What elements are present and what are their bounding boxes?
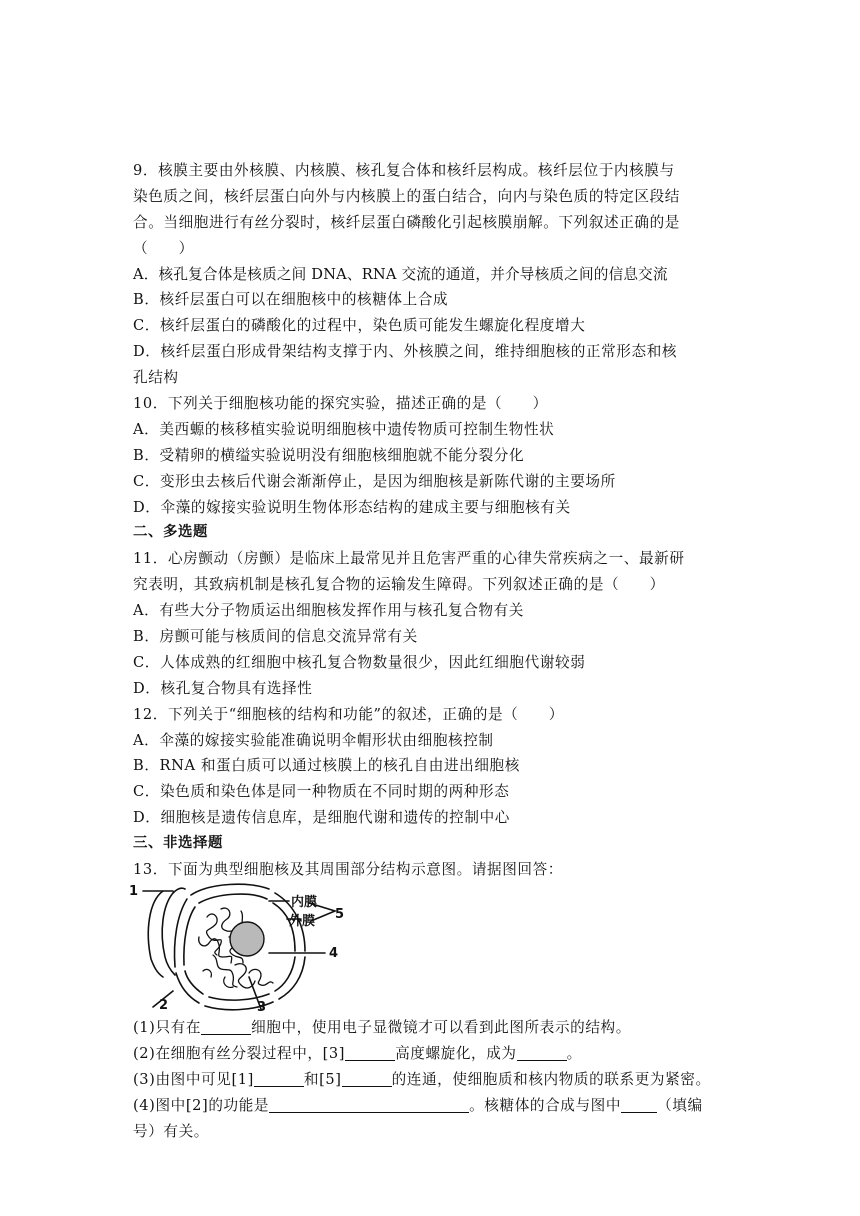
answer-blank-2b[interactable] [517,1044,567,1061]
q13-p4-text-a: (4)图中[2]的功能是 [133,1096,270,1114]
q12-stem: 12．下列关于“细胞核的结构和功能”的叙述，正确的是（ ） [133,705,564,723]
q13-stem: 13．下面为典型细胞核及其周围部分结构示意图。请据图回答： [133,861,564,879]
q12-option-b: B．RNA 和蛋白质可以通过核膜上的核孔自由进出细胞核 [133,757,520,775]
q10-option-c: C．变形虫去核后代谢会渐渐停止，是因为细胞核是新陈代谢的主要场所 [133,472,616,490]
inner-membrane-left [184,907,195,965]
label-3: 3 [257,999,267,1015]
section-heading-non-choice: 三、非选择题 [133,835,223,852]
q12-option-a: A．伞藻的嫁接实验能准确说明伞帽形状由细胞核控制 [133,731,494,749]
label-1: 1 [129,883,139,899]
q11-stem-line-1: 11．心房颤动（房颤）是临床上最常见并且危害严重的心律失常疾病之一、最新研 [133,550,685,568]
outer-membrane-top [191,884,269,895]
q9-stem-line-2: 染色质之间，核纤层蛋白向外与内核膜上的蛋白结合，向内与染色质的特定区段结 [133,187,680,205]
q13-part-2 [133,1041,733,1067]
endoplasmic-reticulum-top [173,888,185,893]
q13-p2-text-a: (2)在细胞有丝分裂过程中，[3] [133,1044,346,1062]
outer-membrane-right-low [279,957,305,999]
label-2: 2 [159,997,169,1013]
q11-option-a: A．有些大分子物质运出细胞核发挥作用与核孔复合物有关 [133,602,524,620]
q11-option-b: B．房颤可能与核质间的信息交流异常有关 [133,628,418,646]
label-4: 4 [329,945,339,961]
q13-p4-text-c: （填编 [657,1096,703,1114]
answer-blank-2a[interactable] [345,1044,395,1061]
q10-stem: 10．下列关于细胞核功能的探究实验，描述正确的是（ ） [133,395,548,413]
q11-option-c: C．人体成熟的红细胞中核孔复合物数量很少，因此红细胞代谢较弱 [133,653,586,671]
q12-option-d: D．细胞核是遗传信息库，是细胞代谢和遗传的控制中心 [133,809,510,827]
inner-membrane-top [199,894,267,903]
q12-option-c: C．染色质和染色体是同一种物质在不同时期的两种形态 [133,783,510,801]
q10-option-d: D．伞藻的嫁接实验说明生物体形态结构的建成主要与细胞核有关 [133,498,571,516]
q13-p3-text-c: 的连通，使细胞质和核内物质的联系更为紧密。 [391,1070,711,1088]
q13-p3-text-b: 和[5] [303,1070,342,1088]
q10-option-a: A．美西螈的核移植实验说明细胞核中遗传物质可控制生物性状 [133,420,555,438]
q13-part-1 [133,1015,733,1041]
q13-p1-text-b: 细胞中，使用电子显微镜才可以看到此图所表示的结构。 [251,1018,631,1036]
label-5: 5 [335,906,345,922]
cell-nucleus-diagram [129,883,733,1015]
q13-p2-text-c: 。 [566,1044,582,1062]
q13-p2-text-b: 高度螺旋化，成为 [395,1044,517,1062]
q13-part-4-line-1 [133,1093,733,1119]
question-content [129,158,733,1144]
q10-option-b: B．受精卵的横缢实验说明没有细胞核细胞就不能分裂分化 [133,446,525,464]
q9-stem-line-3: 合。当细胞进行有丝分裂时，核纤层蛋白磷酸化引起核膜崩解。下列叙述正确的是 [133,213,680,231]
q13-part-3 [133,1067,733,1093]
answer-blank-4b[interactable] [621,1096,657,1113]
q13-p1-text-a: (1)只有在 [133,1018,202,1036]
inner-membrane-left-low [185,971,203,994]
answer-blank-3a[interactable] [254,1070,304,1087]
q9-option-c: C．核纤层蛋白的磷酸化的过程中，染色质可能发生螺旋化程度增大 [133,317,586,335]
q13-p3-text-a: (3)由图中可见[1] [133,1070,254,1088]
inner-membrane-right-low [275,957,295,991]
q13-part-4-line-2: 号）有关。 [133,1122,209,1140]
nucleolus [230,922,264,956]
section-heading-multiple-choice: 二、多选题 [133,524,208,541]
q13-p4-text-b: 。核糖体的合成与图中 [469,1096,622,1114]
answer-blank-1[interactable] [201,1018,251,1035]
answer-blank-3b[interactable] [342,1070,392,1087]
endoplasmic-reticulum-inner [162,893,175,975]
answer-blank-4a[interactable] [269,1096,469,1113]
label-outer-membrane: 外膜 [289,913,316,929]
q9-option-b: B．核纤层蛋白可以在细胞核中的核糖体上合成 [133,291,449,309]
label-inner-membrane: 内膜 [291,894,318,910]
cell-nucleus-figure [129,881,369,1015]
endoplasmic-reticulum-outer [148,891,163,977]
q9-option-d-line-1: D．核纤层蛋白形成骨架结构支撑于内、外核膜之间，维持细胞核的正常形态和核 [133,343,678,361]
q9-stem-line-4: （ ） [133,239,194,257]
q9-stem-line-1: 9．核膜主要由外核膜、内核膜、核孔复合体和核纤层构成。核纤层位于内核膜与 [133,162,675,179]
q11-stem-line-2: 究表明，其致病机制是核孔复合物的运输发生障碍。下列叙述正确的是（ ） [133,576,665,594]
q9-option-d-line-2: 孔结构 [133,369,179,387]
q9-option-a: A．核孔复合体是核质之间 DNA、RNA 交流的通道，并介导核质之间的信息交流 [133,265,668,283]
q11-option-d: D．核孔复合物具有选择性 [133,679,313,697]
